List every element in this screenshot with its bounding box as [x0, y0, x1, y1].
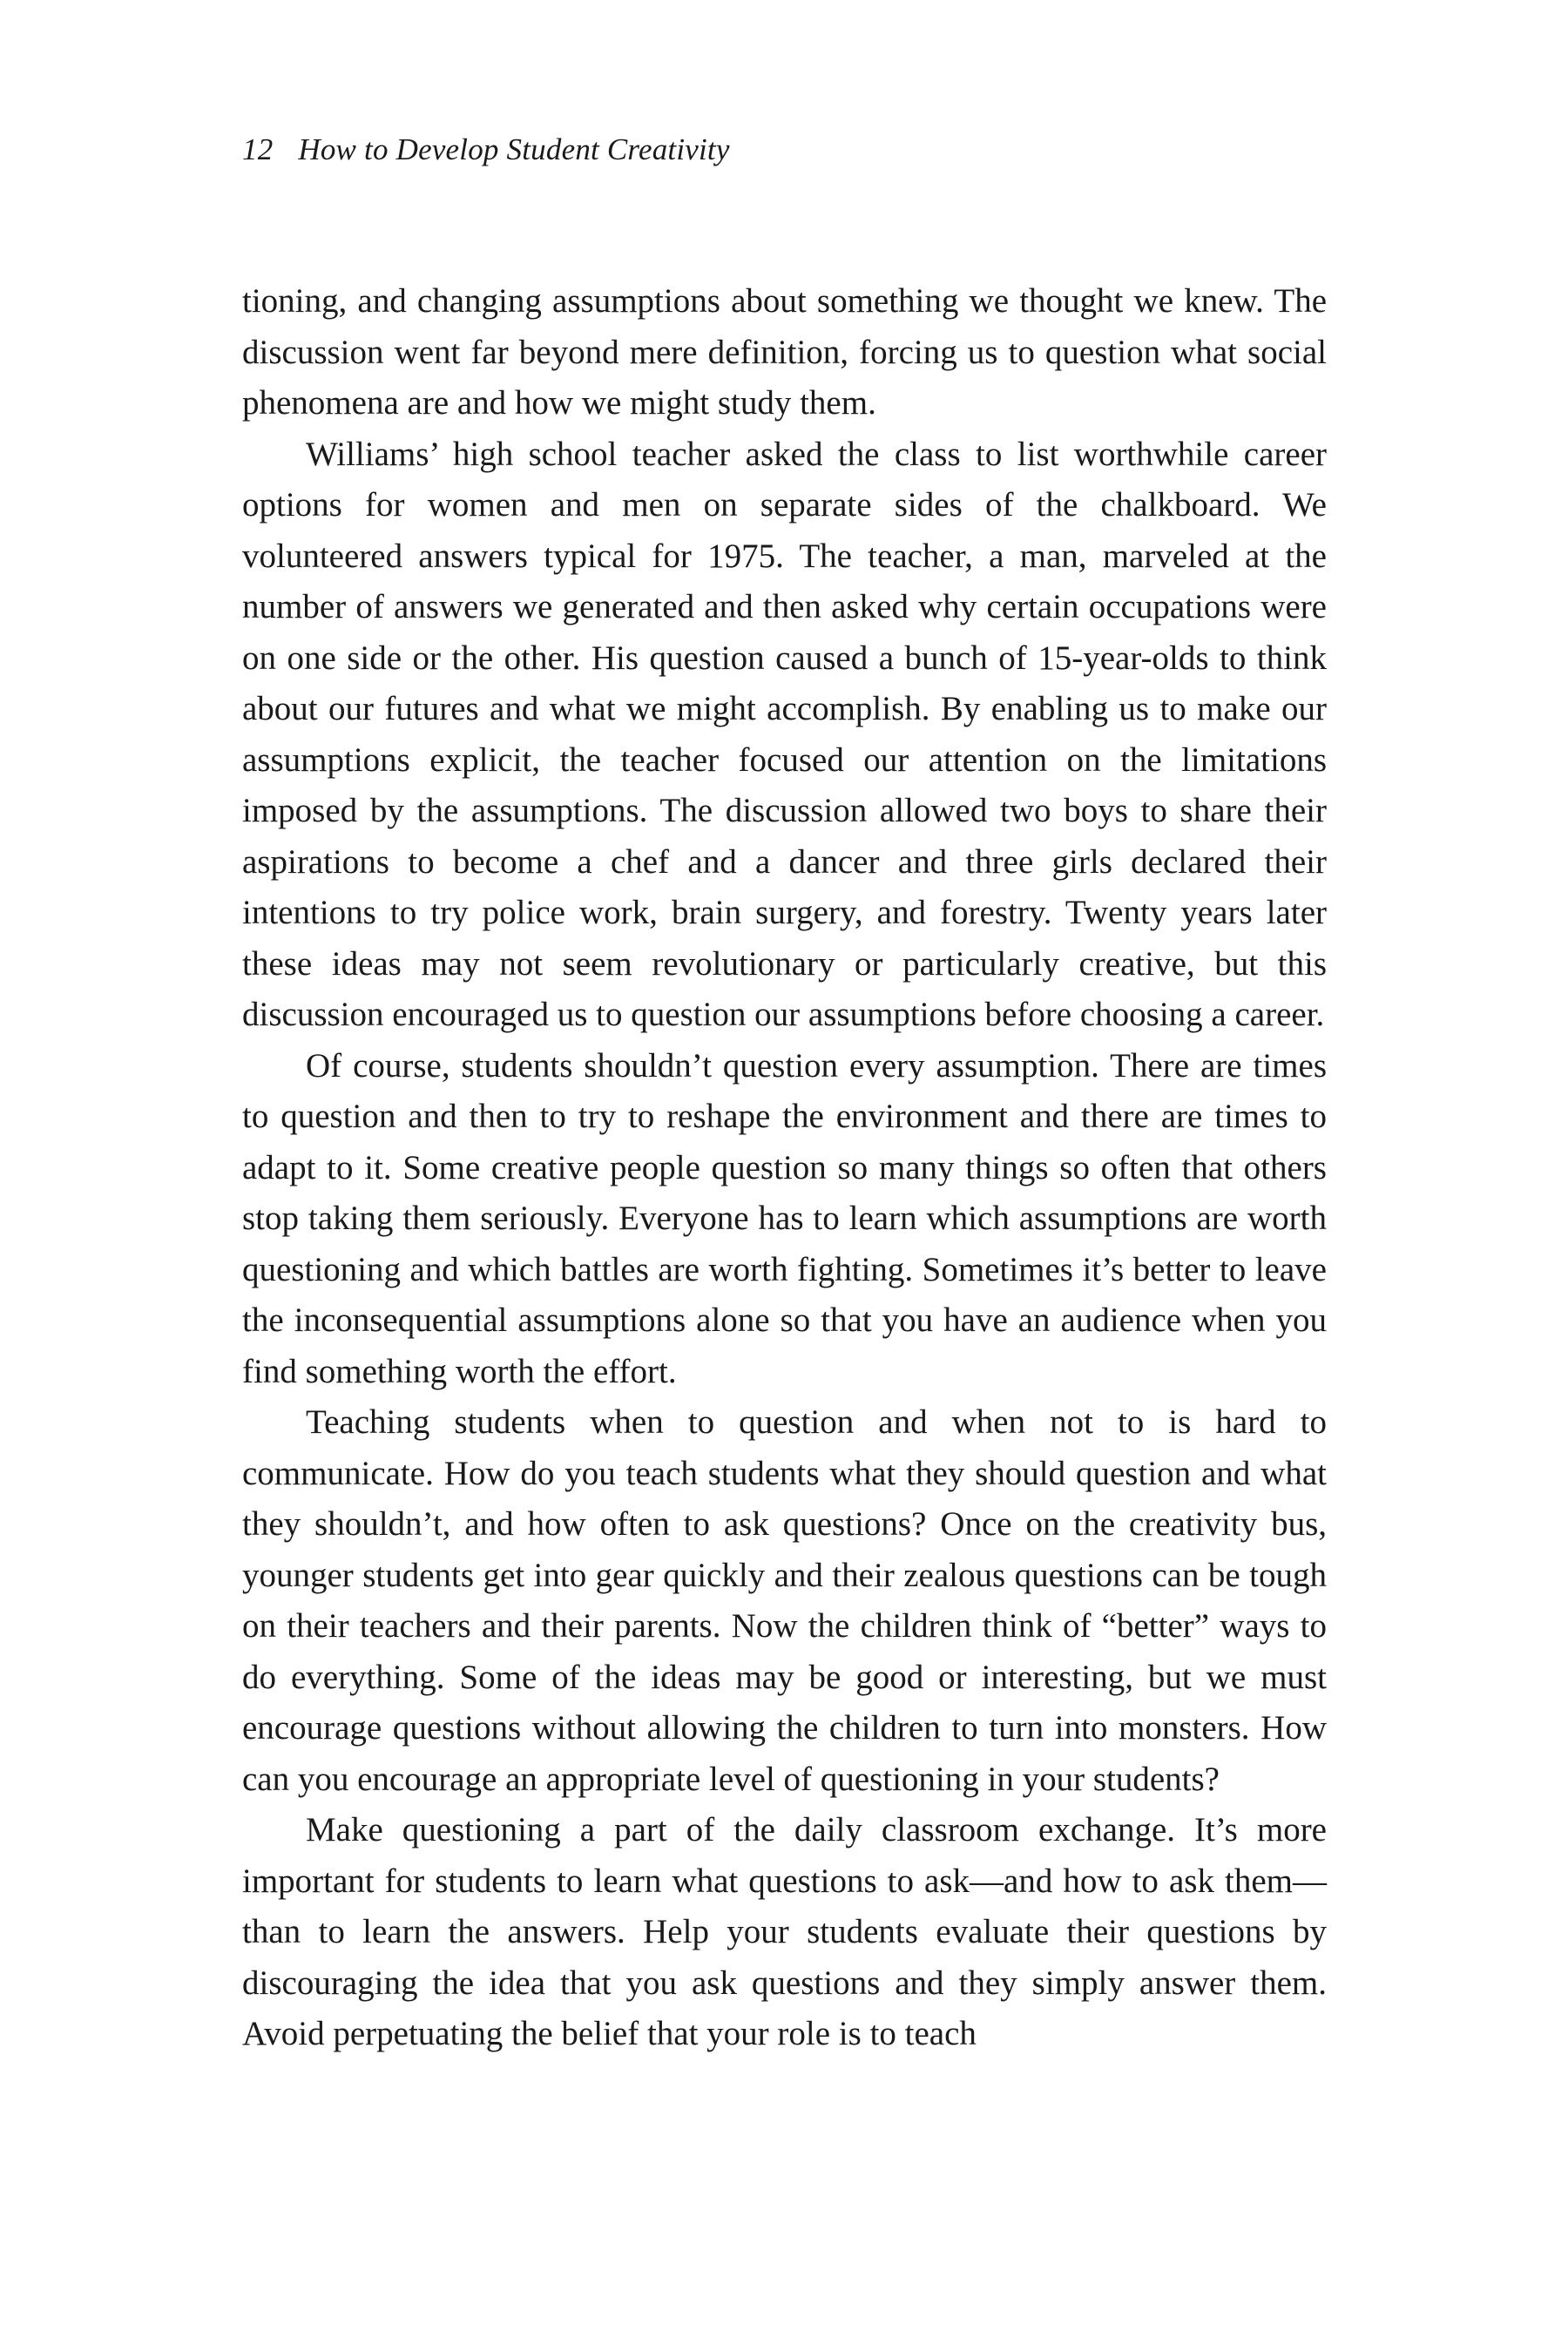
paragraph-daily-questioning: Make questioning a part of the daily classroom exchange. It’s more important for students to learn what questions to ask—and how to ask them—than to learn the answers. Help your students evaluate their questions by discouraging the idea that you ask questions and they simply answer them. Avoid perpetuating the belief that your role is to teach [242, 1811, 1327, 2052]
paragraph-teaching-when-to-question: Teaching students when to question and when not to is hard to communicate. How do you teach students what they should question and what they shouldn’t, and how often to ask questions? Once on the creativity bus, younger students get into gear quickly and their zealous questions can be tough on their teachers and their parents. Now the children think of “better” ways to do everything. Some of the ideas may be good or interesting, but we must encourage questions without allowing the children to turn into monsters. How can you encourage an appropriate level of questioning in your students? [242, 1403, 1327, 1798]
running-head [242, 132, 730, 167]
paragraph-williams-teacher: Williams’ high school teacher asked the class to list worthwhile career options for women and men on separate sides of the chalkboard. We volunteered answers typical for 1975. The teacher, a man, marveled at the number of answers we generated and then asked why certain occupations were on one side or the other. His question caused a bunch of 15-year-olds to think about our futures and what we might accomplish. By enabling us to make our assumptions explicit, the teacher focused our attention on the limitations imposed by the assumptions. The discussion allowed two boys to share their aspirations to become a chef and a dancer and three girls declared their intentions to try police work, brain surgery, and forestry. Twenty years later these ideas may not seem revolutionary or particularly creative, but this discussion encouraged us to question our assumptions before choosing a career. [242, 435, 1327, 1033]
paragraph-continued: tioning, and changing assumptions about something we thought we knew. The discussion went far beyond mere definition, forcing us to question what social phenomena are and how we might study them. [242, 282, 1327, 422]
page-number: 12 [242, 132, 274, 166]
book-title: How to Develop Student Creativity [298, 132, 730, 166]
paragraph-question-assumptions: Of course, students shouldn’t question every assumption. There are times to question and then to try to reshape the environment and there are times to adapt to it. Some creative people question so many things so often that others stop taking them seriously. Everyone has to learn which assumptions are worth questioning and which battles are worth fighting. Sometimes it’s better to leave the inconsequential assumptions alone so that you have an audience when you find something worth the effort. [242, 1046, 1327, 1390]
body-text [242, 276, 1327, 2060]
